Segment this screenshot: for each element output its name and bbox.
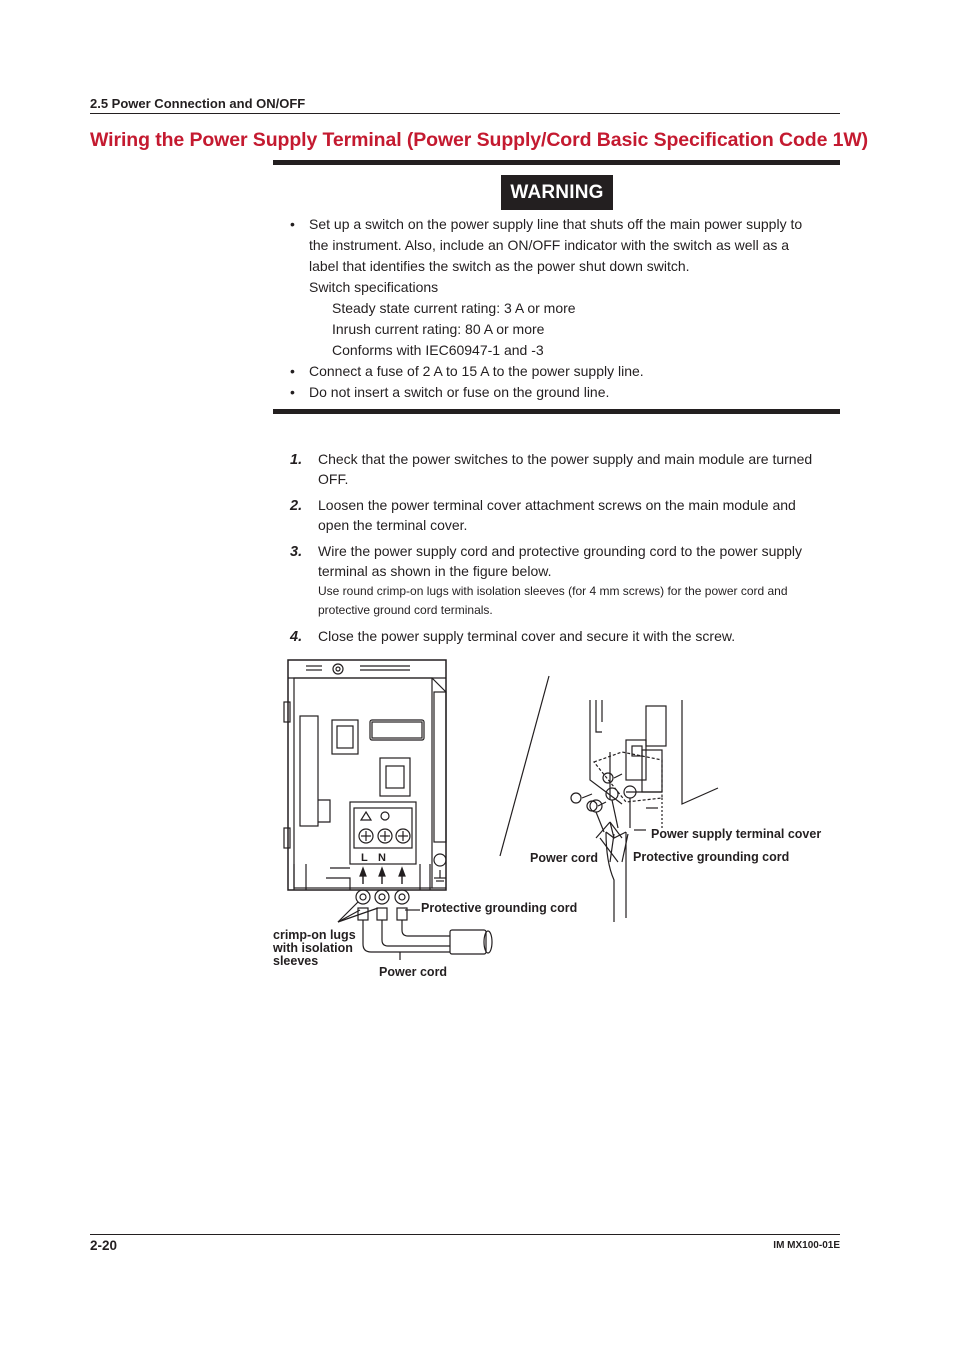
step-number: 3. bbox=[290, 544, 303, 560]
terminal-letter-l: L bbox=[361, 852, 368, 864]
warning-item bbox=[290, 214, 830, 361]
switch-spec: Inrush current rating: 80 A or more bbox=[332, 321, 545, 337]
warning-text-line: the instrument. Also, include an ON/OFF indicator with the switch as well as a bbox=[309, 237, 790, 253]
step-note-line: protective ground cord terminals. bbox=[318, 603, 493, 617]
footer-rule bbox=[90, 1234, 840, 1235]
procedure-steps bbox=[290, 449, 835, 652]
warning-text-line: label that identifies the switch as the power shut down switch. bbox=[309, 258, 690, 274]
bullet: • bbox=[290, 384, 295, 400]
warning-bottom-bar bbox=[273, 409, 840, 414]
label-terminal-cover: Power supply terminal cover bbox=[651, 827, 822, 841]
label-line: with isolation bbox=[273, 941, 353, 955]
section-header: 2.5 Power Connection and ON/OFF bbox=[90, 96, 306, 111]
switch-spec-heading: Switch specifications bbox=[309, 279, 439, 295]
step-3 bbox=[290, 541, 835, 620]
terminal-closeup-drawing bbox=[571, 700, 718, 922]
document-id: IM MX100-01E bbox=[773, 1240, 840, 1251]
step-text-line: Check that the power switches to the power supply and main module are turned bbox=[318, 451, 813, 467]
page-title: Wiring the Power Supply Terminal (Power Supply/Cord Basic Specification Code 1W) bbox=[90, 129, 869, 151]
step-number: 2. bbox=[290, 498, 303, 514]
terminal-letter-n: N bbox=[378, 852, 386, 864]
step-4 bbox=[290, 626, 835, 646]
step-text-line: terminal as shown in the figure below. bbox=[318, 563, 552, 579]
bullet: • bbox=[290, 363, 295, 379]
step-2 bbox=[290, 495, 835, 535]
label-power-cord-left: Power cord bbox=[379, 965, 448, 979]
step-number: 1. bbox=[290, 452, 303, 468]
warning-top-bar bbox=[273, 160, 840, 165]
step-note bbox=[318, 582, 835, 620]
label-crimp-lugs bbox=[273, 929, 356, 968]
switch-spec: Steady state current rating: 3 A or more bbox=[332, 300, 576, 316]
switch-spec: Conforms with IEC60947-1 and -3 bbox=[332, 342, 544, 358]
warning-item bbox=[290, 361, 830, 382]
label-power-cord-right: Power cord bbox=[530, 851, 599, 865]
warning-label: WARNING bbox=[501, 175, 613, 210]
warning-text-line: Connect a fuse of 2 A to 15 A to the power supply line. bbox=[309, 363, 644, 379]
label-line: sleeves bbox=[273, 954, 319, 968]
label-line: crimp-on lugs bbox=[273, 928, 356, 942]
page-number: 2-20 bbox=[90, 1238, 118, 1253]
step-text-line: Loosen the power terminal cover attachment screws on the main module and bbox=[318, 497, 796, 513]
warning-item bbox=[290, 382, 830, 403]
step-text-line: OFF. bbox=[318, 471, 349, 487]
step-text-line: open the terminal cover. bbox=[318, 517, 468, 533]
step-1 bbox=[290, 449, 835, 489]
warning-text-line: Set up a switch on the power supply line that shuts off the main power supply to bbox=[309, 216, 803, 232]
step-number: 4. bbox=[290, 629, 303, 645]
label-protective-grounding-right: Protective grounding cord bbox=[633, 850, 790, 864]
step-note-line: Use round crimp-on lugs with isolation sleeves (for 4 mm screws) for the power cord and bbox=[318, 584, 788, 598]
label-protective-grounding-left: Protective grounding cord bbox=[421, 901, 578, 915]
header-rule bbox=[90, 113, 840, 114]
warning-list bbox=[290, 214, 830, 403]
step-text-line: Wire the power supply cord and protective grounding cord to the power supply bbox=[318, 543, 803, 559]
warning-text-line: Do not insert a switch or fuse on the ground line. bbox=[309, 384, 610, 400]
main-module-drawing bbox=[284, 660, 492, 960]
bullet: • bbox=[290, 216, 295, 232]
step-text-line: Close the power supply terminal cover and secure it with the screw. bbox=[318, 628, 736, 644]
wiring-figure bbox=[270, 652, 840, 992]
